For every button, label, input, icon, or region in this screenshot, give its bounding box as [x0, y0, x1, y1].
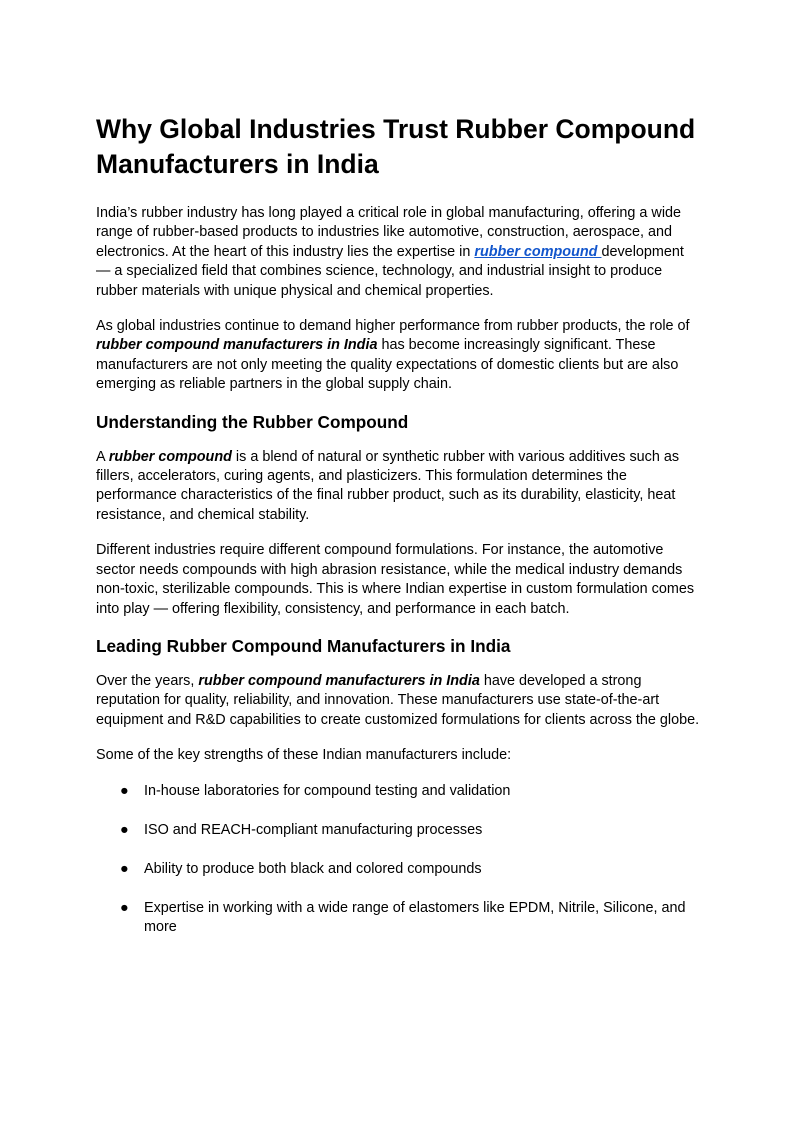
list-item — [96, 782, 700, 801]
section1-p1-text-end: is a blend of natural or synthetic rubber with various additives such as fillers, accelerators, curing agents, and plasticizers. This formulation determines the performance characteristics of the final rubber product, such as its durability, elasticity, heat resistance, and chemical stability. — [96, 448, 680, 523]
section2-paragraph-1 — [96, 672, 700, 730]
intro-p2-text-start: As global industries continue to demand higher performance from rubber products, the role of — [96, 318, 690, 335]
section1-paragraph-1 — [96, 448, 700, 526]
section2-p1-text-end: have developed a strong reputation for quality, reliability, and innovation. These manufacturers use state-of-the-art equipment and R&D capabilities to create customized formulations for clients across the globe. — [96, 672, 700, 728]
section1-p1-emphasis: rubber compound — [108, 448, 232, 465]
section-heading-understanding: Understanding the Rubber Compound — [96, 411, 409, 432]
bullet-icon: ● — [120, 821, 129, 838]
intro-p2-text-end: has become increasingly significant. These manufacturers are not only meeting the quality expectations of domestic clients but are also emerging as reliable partners in the global supply chain. — [96, 337, 679, 393]
section2-p1-emphasis: rubber compound manufacturers in India — [198, 672, 480, 689]
document-page — [96, 112, 700, 957]
section1-p1-text-start: A — [96, 448, 109, 465]
intro-p2-emphasis: rubber compound manufacturers in India — [96, 337, 378, 354]
list-item — [96, 821, 700, 840]
page-title: Why Global Industries Trust Rubber Compound Manufacturers in India — [96, 114, 696, 179]
bullet-icon: ● — [120, 782, 129, 799]
list-item — [96, 860, 700, 879]
section-heading-manufacturers: Leading Rubber Compound Manufacturers in India — [96, 635, 511, 656]
intro-p1-text-start: India’s rubber industry has long played a critical role in global manufacturing, offering a wide range of rubber-based products to industries like automotive, construction, aerospace, and electronics. At the heart of this industry lies the expertise in — [96, 205, 682, 260]
list-item-text: Ability to produce both black and colored compounds — [144, 860, 482, 877]
list-item-text: In-house laboratories for compound testing and validation — [144, 782, 511, 799]
bullet-icon: ● — [120, 899, 129, 916]
rubber-compound-link[interactable]: rubber compound — [474, 243, 602, 260]
intro-paragraph-1 — [96, 204, 700, 301]
intro-p1-text-end: development — a specialized field that combines science, technology, and industrial insight to produce rubber materials with unique physical and chemical properties. — [96, 243, 684, 299]
strengths-list — [96, 782, 700, 938]
list-item — [96, 899, 700, 938]
section1-paragraph-2: Different industries require different compound formulations. For instance, the automotive sector needs compounds with high abrasion resistance, while the medical industry demands non-toxic, sterilizable compounds. This is where Indian expertise in custom formulation comes into play — offering flexibility, consistency, and performance in each batch. — [96, 542, 695, 617]
section2-p1-text-start: Over the years, — [96, 672, 199, 689]
list-item-text: Expertise in working with a wide range of elastomers like EPDM, Nitrile, Silicone, and more — [144, 899, 686, 935]
list-item-text: ISO and REACH-compliant manufacturing processes — [144, 821, 483, 838]
intro-paragraph-2 — [96, 317, 700, 395]
section2-paragraph-2: Some of the key strengths of these Indian manufacturers include: — [96, 747, 512, 764]
bullet-icon: ● — [120, 860, 129, 877]
